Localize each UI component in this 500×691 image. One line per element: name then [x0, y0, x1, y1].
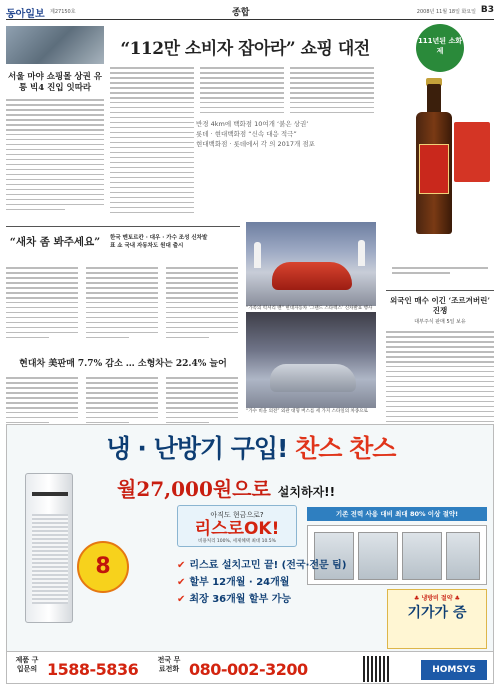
subhead-line: 롯데 · 현대백화점 “신속 대응 적극” [196, 130, 297, 138]
ad-price-suffix: 설치하자!! [277, 485, 336, 499]
ad-price [117, 473, 335, 502]
masthead [6, 4, 494, 20]
section2-subtitle: 한국 멘토르칸 · 대우 · 가수 조성 신차발표 쇼 국내 자동차도 원대 출시 [110, 235, 208, 249]
brand-logo: HOMSYS [421, 660, 487, 680]
ad-footer [7, 651, 494, 684]
car-launch-photo [246, 222, 376, 306]
silver-car [270, 364, 356, 392]
right-article-title: 외국인 매수 이긴 ‘조르겨버린’ 진쟁 [390, 296, 490, 315]
section-divider [386, 290, 494, 291]
ad-fineprint [392, 267, 488, 277]
ad-price-value: 월27,000원으로 [117, 477, 271, 501]
newspaper-logo: 동아일보 [6, 9, 45, 20]
promo-line1: 아직도 현금으로? [210, 511, 264, 519]
left-article-headline: 서울 마야 쇼핑몰 상권 유통 빅4 진입 잇따라 [8, 72, 102, 93]
issue-number: 제27150호 [50, 9, 76, 15]
ad-headline-part1: 냉 · 난방기 구입! [106, 434, 288, 463]
photo-caption: “가족의 럭셔리 밴” 현대자동차 ‘그랜드 스타렉스’ 신차발표 행사 [246, 306, 373, 311]
promo-line3: 비용처리 100%, 세제혜택 최대 10.5% [198, 539, 276, 544]
page-number: B3 [480, 5, 494, 15]
check-icon: ✔ [177, 594, 186, 605]
check-icon: ✔ [177, 577, 186, 588]
red-car [272, 262, 352, 290]
list-item: ✔ 최장 36개월 할부 가능 [177, 594, 292, 605]
product-box [454, 122, 490, 182]
ad-badge: 8 [77, 541, 129, 593]
left-article-body [6, 99, 104, 210]
promo-line2: 리스로OK! [194, 519, 280, 539]
ad-headline [7, 429, 494, 465]
bottle-image [416, 84, 452, 234]
ad-benefit-list [177, 557, 377, 608]
subhead-line: 현대백화점 · 롯데에서 각 의 2017개 점포 [196, 140, 315, 148]
ad-side-big: 기가가 증 [407, 605, 467, 621]
medicine-ad [386, 22, 494, 284]
ad-badge: 111년된 소화제 [416, 24, 464, 72]
air-conditioner-image [25, 473, 73, 623]
ad-side-title: ♣ 냉방비 절약 ♣ [413, 595, 460, 602]
list-item: ✔ 할부 12개월 · 24개월 [177, 577, 290, 588]
section-divider [6, 226, 240, 227]
list-item: ✔ 리스료 설치고민 끝! (전국·전문 팀) [177, 560, 347, 571]
ad-side-box [387, 589, 487, 649]
ad-headline-part2: 찬스 찬스 [295, 434, 396, 463]
photo-caption: “가수 비을 의전” 외관 대형 버스를 세 가지 스타일의 차종으로 [246, 409, 368, 414]
check-icon: ✔ [177, 560, 186, 571]
left-photo [6, 26, 104, 64]
section2-title: “새차 좀 봐주세요” [9, 236, 101, 248]
footer-label: 제품 구입문의 [15, 656, 39, 673]
footer-label: 전국 무료전화 [157, 656, 181, 673]
promo-box [177, 505, 297, 547]
footer-phone: 080-002-3200 [189, 660, 308, 679]
car-launch-photo [246, 312, 376, 408]
subhead-line: 반경 4km에 백화점 10여개 ‘붉은 상권’ [196, 120, 309, 128]
section-title: 종합 [232, 8, 250, 18]
footer-phone: 1588-5836 [47, 660, 139, 679]
issue-date: 2008년 11월 18일 화요일 [416, 9, 476, 15]
main-subheads [196, 120, 370, 150]
ad-banner: 기존 전력 사용 대비 최대 80% 이상 절약! [307, 507, 487, 521]
section3-headline: 현대차 美판매 7.7% 감소 … 소형차는 22.4% 늘어 [19, 359, 227, 369]
air-conditioner-ad [6, 424, 494, 684]
left-column [6, 26, 104, 214]
right-article [386, 296, 494, 436]
qr-code-icon [363, 656, 389, 682]
right-article-subtitle: 대부주식 판매 5일 보유 [414, 319, 466, 325]
main-headline: “112만 소비자 잡아라” 쇼핑 대전 [120, 39, 370, 59]
